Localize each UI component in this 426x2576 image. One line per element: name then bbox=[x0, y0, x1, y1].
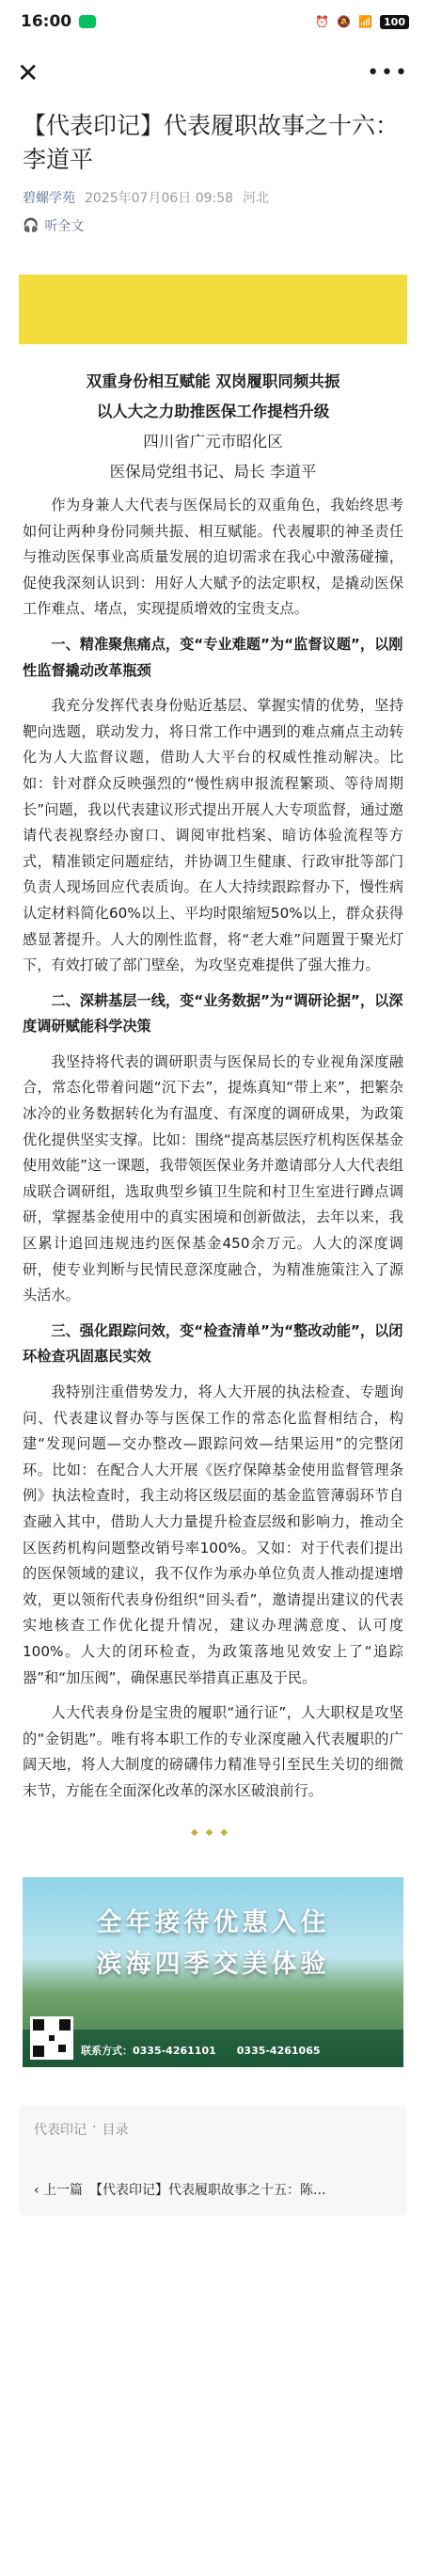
alarm-icon: ⏰ bbox=[315, 15, 330, 28]
album-card[interactable]: 代表印记 · 目录 ‹ 上一篇 【代表印记】代表履职故事之十五：陈... bbox=[19, 2105, 407, 2216]
qr-code-icon bbox=[30, 2016, 73, 2060]
section-3-text: 我特别注重借势发力，将人大开展的执法检查、专题询问、代表建议督办等与医保工作的常态化监督相结合，构建“发现问题—交办整改—跟踪问效—结果运用”的完整闭环。比如：在配合人大开展《医疗保障基金使用监督管理条例》执法检查时，我主动将区级层面的基金监管薄弱环节自查融入其中，借助人大力量提升检查层级和影响力，推动全区医药机构问题整改销号率100%。又如：对于代表们提出的医保领域的建议，我不仅作为承办单位负责人推动提速增效，更以领衔代表身份组织“回头看”，邀请提出建议的代表实地核查工作优化提升情况，建议办理满意度、认可度100%。人大的闭环检查，为政策落地见效安上了“追踪器”和“加压阀”，确保惠民举措真正惠及于民。 bbox=[23, 1383, 403, 1686]
status-time: 16:00 bbox=[21, 12, 72, 31]
listen-button[interactable] bbox=[0, 207, 426, 235]
section-2-title: 二、深耕基层一线，变“业务数据”为“调研论据”，以深度调研赋能科学决策 bbox=[23, 991, 403, 1035]
article-body bbox=[0, 344, 426, 1845]
header-banner-image bbox=[19, 275, 407, 344]
article-title: 【代表印记】代表履职故事之十六：李道平 bbox=[23, 112, 400, 173]
closing-paragraph: 人大代表身份是宝贵的履职“通行证”，人大职权是攻坚的“金钥匙”。唯有将本职工作的专业深度融入代表履职的广阔天地，将人大制度的磅礴伟力精准导引至民生关切的细微末节，方能在全面深化改革的深水区破浪前行。 bbox=[23, 1704, 403, 1799]
wifi-icon: 📶 bbox=[358, 15, 373, 28]
more-icon[interactable]: ••• bbox=[367, 60, 409, 85]
prev-article-label: 上一篇 【代表印记】代表履职故事之十五：陈... bbox=[43, 2183, 326, 2199]
promo-line-2: 滨海四季交美体验 bbox=[96, 1950, 330, 1980]
promo-image[interactable] bbox=[23, 1877, 403, 2067]
album-label: 目录 bbox=[102, 2123, 129, 2139]
wechat-icon bbox=[79, 15, 96, 28]
body-heading-2: 以人大之力助推医保工作提档升级 bbox=[96, 403, 330, 420]
publish-location: 河北 bbox=[243, 191, 270, 206]
prev-article-link[interactable] bbox=[34, 2180, 392, 2199]
top-nav bbox=[0, 43, 426, 102]
promo-contact: 联系方式：0335-4261101 0335-4261065 bbox=[81, 2045, 321, 2058]
section-1-title: 一、精准聚焦痛点，变“专业难题”为“监督议题”，以刚性监督撬动改革瓶颈 bbox=[23, 635, 403, 679]
album-name: 代表印记 bbox=[34, 2123, 87, 2139]
account-name[interactable]: 碧螺学苑 bbox=[23, 191, 75, 206]
author-place: 四川省广元市昭化区 bbox=[143, 433, 283, 450]
chevron-left-icon: ‹ bbox=[34, 2183, 44, 2199]
close-icon[interactable]: ✕ bbox=[17, 56, 39, 88]
body-heading-1: 双重身份相互赋能 双岗履职同频共振 bbox=[86, 372, 340, 390]
author-title: 医保局党组书记、局长 李道平 bbox=[109, 463, 317, 481]
battery-indicator: 100 bbox=[380, 15, 409, 29]
article-meta bbox=[0, 177, 426, 207]
publish-date: 2025年07月06日 09:58 bbox=[85, 191, 234, 206]
divider-ornament: ◆◆◆ bbox=[190, 1826, 236, 1838]
intro-paragraph: 作为身兼人大代表与医保局长的双重角色，我始终思考如何让两种身份同频共振、相互赋能。代表履职的神圣责任与推动医保事业高质量发展的迫切需求在我心中激荡碰撞，促使我深刻认识到：用好人大赋予的法定职权，是撬动医保工作难点、堵点，实现提质增效的宝贵支点。 bbox=[23, 497, 403, 618]
section-2-text: 我坚持将代表的调研职责与医保局长的专业视角深度融合，常态化带着问题“沉下去”，提炼真知“带上来”，把繁杂冰冷的业务数据转化为有温度、有深度的调研成果，为政策优化提供坚实支撑。比如：围绕“提高基层医疗机构医保基金使用效能”这一课题，我带领医保业务并邀请部分人大代表组成联合调研组，选取典型乡镇卫生院和村卫生室进行蹲点调研，掌握基金使用中的真实困境和创新做法，去年以来，我区累计追回违规违约医保基金450余万元。人大的深度调研，使专业判断与民情民意深度融合，为精准施策注入了源头活水。 bbox=[23, 1052, 403, 1304]
section-3-title: 三、强化跟踪问效，变“检查清单”为“整改动能”，以闭环检查巩固惠民实效 bbox=[23, 1321, 403, 1366]
status-bar bbox=[0, 0, 426, 43]
headphones-icon: 🎧 bbox=[23, 218, 39, 233]
listen-label: 听全文 bbox=[44, 219, 85, 234]
mute-icon: 🔕 bbox=[337, 15, 352, 28]
section-1-text: 我充分发挥代表身份贴近基层、掌握实情的优势，坚持靶向选题，联动发力，将日常工作中遇到的难点痛点主动转化为人大监督议题，借助人大平台的权威性推动解决。比如：针对群众反映强烈的“慢性病申报流程繁琐、等待周期长”问题，我以代表建议形式提出开展人大专项监督，通过邀请代表视察经办窗口、调阅审批档案、暗访体验流程等方式，精准锁定问题症结，并协调卫生健康、行政审批等部门负责人现场回应代表质询。在人大持续跟踪督办下，慢性病认定材料简化60%以上、平均时限缩短50%以上，群众获得感显著提升。人大的刚性监督，将“老大难”问题置于聚光灯下，有效打破了部门壁垒，为攻坚克难提供了强大推力。 bbox=[23, 697, 403, 974]
promo-line-1: 全年接待优惠入住 bbox=[96, 1908, 330, 1938]
